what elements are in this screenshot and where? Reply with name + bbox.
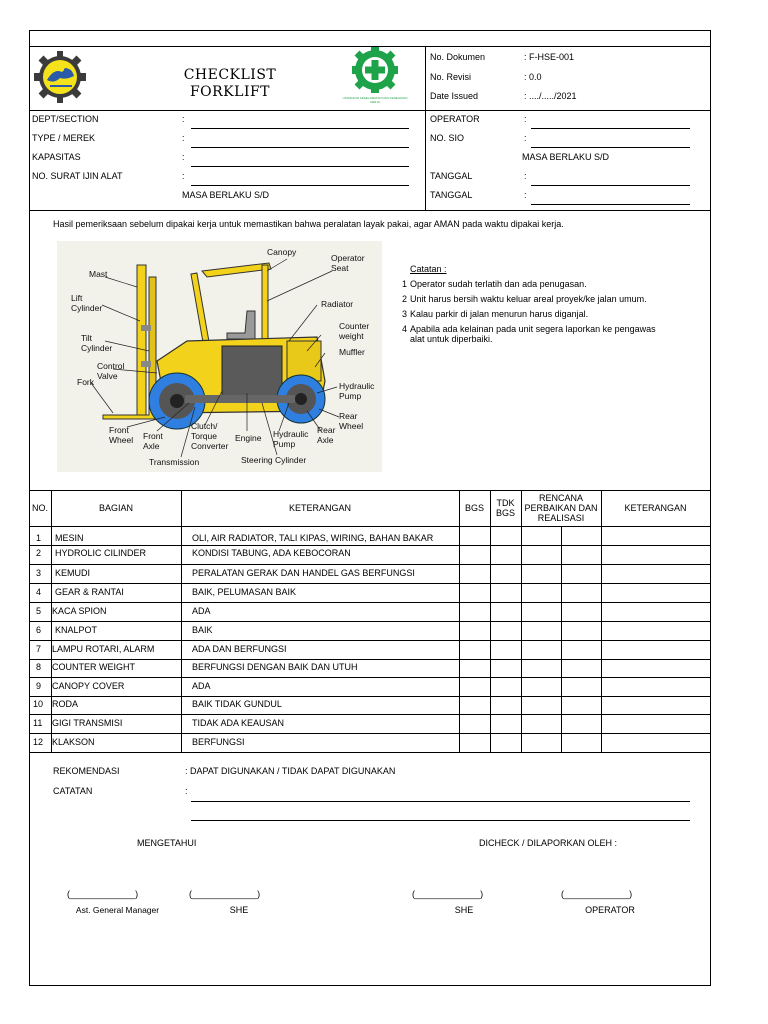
type-label: TYPE / MEREK	[32, 133, 96, 143]
revision-value: : 0.0	[524, 72, 542, 82]
label-radiator: Radiator	[321, 299, 354, 309]
row-bagian: HYDROLIC CILINDER	[55, 548, 147, 558]
col-header-keterangan: KETERANGAN	[288, 503, 351, 513]
sio-label: NO. SIO	[430, 133, 465, 143]
label-transmission: Transmission	[149, 457, 200, 467]
kapasitas-field[interactable]	[191, 166, 409, 167]
kapasitas-label: KAPASITAS	[32, 152, 81, 162]
label-rear-axle-2: Axle	[317, 435, 334, 445]
label-rear-wheel-1: Rear	[339, 411, 358, 421]
row-bagian: KNALPOT	[55, 625, 98, 635]
label-mast: Mast	[89, 269, 108, 279]
label-clutch-2: Torque	[191, 431, 217, 441]
label-hydraulic-pump2-2: Pump	[273, 439, 296, 449]
rekomendasi-label: REKOMENDASI	[53, 766, 120, 776]
operator-label: OPERATOR	[430, 114, 480, 124]
label-hydraulic-pump-2: Pump	[339, 391, 362, 401]
label-rear-axle-1: Rear	[317, 425, 336, 435]
row-no: 4	[36, 587, 42, 597]
signature-blank-she-2[interactable]: (_____________)	[412, 889, 484, 899]
note-text: Unit harus bersih waktu keluar areal proyek/ke jalan umum.	[410, 294, 647, 304]
label-operator-seat-1: Operator	[331, 253, 365, 263]
tanggal-label-1: TANGGAL	[430, 171, 473, 181]
row-no: 12	[33, 737, 44, 747]
row-no: 7	[36, 644, 42, 654]
row-bagian: KLAKSON	[52, 737, 95, 747]
col-header-tdk: TDK	[496, 498, 515, 508]
form-title	[150, 67, 310, 101]
signature-blank-operator[interactable]: (_____________)	[561, 889, 633, 899]
row-no: 2	[36, 548, 42, 558]
col-header-no: NO.	[31, 503, 48, 513]
colon: :	[524, 133, 527, 143]
dicheck-label: DICHECK / DILAPORKAN OLEH :	[479, 838, 618, 848]
row-keterangan: ADA	[192, 606, 211, 616]
label-lift-cylinder-1: Lift	[71, 293, 83, 303]
col-header-rencana-2: PERBAIKAN DAN	[524, 503, 598, 513]
label-fork: Fork	[77, 377, 94, 387]
row-no: 10	[33, 699, 44, 709]
forklift-diagram	[57, 241, 382, 472]
label-muffler: Muffler	[339, 347, 365, 357]
catatan-label: CATATAN	[53, 786, 93, 796]
revision-label: No. Revisi	[430, 72, 472, 82]
colon: :	[524, 190, 527, 200]
row-bagian: COUNTER WEIGHT	[52, 662, 135, 672]
col-header-rencana-1: RENCANA	[538, 493, 583, 503]
row-no: 11	[33, 718, 43, 728]
label-counter-2: weight	[339, 331, 364, 341]
label-tilt-2: Cylinder	[81, 343, 113, 353]
notes-title: Catatan :	[410, 264, 447, 274]
label-front-axle-1: Front	[143, 431, 163, 441]
note-text: Operator sudah terlatih dan ada penugasan.	[410, 279, 587, 289]
dept-section-label: DEPT/SECTION	[32, 114, 99, 124]
label-control-1: Control	[97, 361, 125, 371]
surat-field[interactable]	[191, 185, 409, 186]
dept-field[interactable]	[191, 128, 409, 129]
row-no: 1	[36, 533, 42, 543]
colon: :	[182, 114, 185, 124]
rekomendasi-value[interactable]: : DAPAT DIGUNAKAN / TIDAK DAPAT DIGUNAKAN	[185, 766, 396, 776]
label-clutch-3: Converter	[191, 441, 229, 451]
tanggal-label-2: TANGGAL	[430, 190, 473, 200]
row-keterangan: KONDISI TABUNG, ADA KEBOCORAN	[192, 548, 351, 558]
col-header-rencana	[521, 493, 601, 523]
intro-text: Hasil pemeriksaan sebelum dipakai kerja untuk memastikan bahwa peralatan layak pakai, agar AMAN pada waktu dipakai kerja.	[53, 219, 564, 229]
row-no: 8	[36, 662, 42, 672]
label-rear-wheel-2: Wheel	[339, 421, 364, 431]
note-text-continued: alat untuk diperbaiki.	[410, 334, 493, 344]
signature-role-she-2: SHE	[454, 905, 474, 915]
masa-berlaku-left-label: MASA BERLAKU S/D	[182, 190, 270, 200]
mengetahui-label: MENGETAHUI	[137, 838, 197, 848]
signature-blank-she-1[interactable]: (_____________)	[189, 889, 261, 899]
masa-berlaku-right-label: MASA BERLAKU S/D	[522, 152, 610, 162]
row-keterangan: ADA	[192, 681, 211, 691]
tanggal-field-2[interactable]	[531, 204, 690, 205]
label-steering-cylinder: Steering Cylinder	[241, 455, 307, 465]
doc-number-label: No. Dokumen	[430, 52, 486, 62]
note-number: 3	[402, 309, 408, 319]
safety-logo-caption: UTAMAKAN KESELAMATAN DAN KESEHATAN KERJA	[342, 96, 408, 104]
note-number: 2	[402, 294, 408, 304]
row-keterangan: TIDAK ADA KEAUSAN	[192, 718, 285, 728]
row-keterangan: BAIK	[192, 625, 213, 635]
date-issued-value: : ..../...../2021	[524, 91, 577, 101]
row-bagian: GIGI TRANSMISI	[52, 718, 123, 728]
row-keterangan: OLI, AIR RADIATOR, TALI KIPAS, WIRING, BAHAN BAKAR	[192, 533, 434, 543]
label-engine: Engine	[235, 433, 262, 443]
signature-role-operator: OPERATOR	[585, 905, 635, 915]
signature-role-she-1: SHE	[229, 905, 249, 915]
note-number: 4	[402, 324, 408, 334]
tanggal-field-1[interactable]	[531, 185, 690, 186]
surat-ijin-label: NO. SURAT IJIN ALAT	[32, 171, 123, 181]
catatan-field-2[interactable]	[191, 820, 690, 821]
col-header-bgs: BGS	[464, 503, 484, 513]
col-header-tdk-bgs	[490, 498, 521, 518]
row-keterangan: BAIK, PELUMASAN BAIK	[192, 587, 297, 597]
label-canopy: Canopy	[267, 247, 297, 257]
row-no: 3	[36, 568, 42, 578]
row-no: 6	[36, 625, 42, 635]
row-bagian: KACA SPION	[52, 606, 107, 616]
safety-logo	[342, 46, 408, 106]
col-header-bagian: BAGIAN	[98, 503, 133, 513]
label-counter-1: Counter	[339, 321, 370, 331]
label-front-wheel-1: Front	[109, 425, 129, 435]
signature-blank-gm[interactable]: (_____________)	[67, 889, 139, 899]
label-tilt-1: Tilt	[81, 333, 93, 343]
colon: :	[182, 152, 185, 162]
label-hydraulic-pump2-1: Hydraulic	[273, 429, 309, 439]
row-no: 5	[36, 606, 42, 616]
col-header-keterangan-2: KETERANGAN	[624, 503, 687, 513]
row-bagian: LAMPU ROTARI, ALARM	[52, 644, 155, 654]
catatan-field-1[interactable]	[191, 801, 690, 802]
doc-number-value: : F-HSE-001	[524, 52, 575, 62]
col-header-tdk-2: BGS	[495, 508, 515, 518]
label-front-wheel-2: Wheel	[109, 435, 134, 445]
label-clutch-1: Clutch/	[191, 421, 218, 431]
label-hydraulic-pump-1: Hydraulic	[339, 381, 375, 391]
label-lift-cylinder-2: Cylinder	[71, 303, 103, 313]
note-text: Kalau parkir di jalan menurun harus diganjal.	[410, 309, 589, 319]
label-operator-seat-2: Seat	[331, 263, 349, 273]
col-header-rencana-3: REALISASI	[537, 513, 585, 523]
title-line-2: FORKLIFT	[189, 84, 271, 100]
company-logo	[32, 50, 88, 104]
row-keterangan: BERFUNGSI DENGAN BAIK DAN UTUH	[192, 662, 358, 672]
colon: :	[524, 171, 527, 181]
row-no: 9	[36, 681, 42, 691]
colon: :	[524, 114, 527, 124]
note-text: Apabila ada kelainan pada unit segera laporkan ke pengawas	[410, 324, 656, 334]
row-keterangan: PERALATAN GERAK DAN HANDEL GAS BERFUNGSI	[192, 568, 415, 578]
label-control-2: Valve	[97, 371, 118, 381]
colon: :	[185, 786, 188, 796]
title-line-1: CHECKLIST	[183, 67, 277, 83]
row-keterangan: BAIK TIDAK GUNDUL	[192, 699, 282, 709]
label-front-axle-2: Axle	[143, 441, 160, 451]
date-issued-label: Date Issued	[430, 91, 479, 101]
signature-role-gm: Ast. General Manager	[75, 905, 160, 915]
note-number: 1	[402, 279, 408, 289]
colon: :	[182, 171, 185, 181]
row-keterangan: BERFUNGSI	[192, 737, 245, 747]
row-bagian: MESIN	[55, 533, 84, 543]
sio-field[interactable]	[531, 147, 690, 148]
type-field[interactable]	[191, 147, 409, 148]
operator-field[interactable]	[531, 128, 690, 129]
row-bagian: GEAR & RANTAI	[55, 587, 124, 597]
colon: :	[182, 133, 185, 143]
row-keterangan: ADA DAN BERFUNGSI	[192, 644, 287, 654]
row-bagian: KEMUDI	[55, 568, 91, 578]
row-bagian: CANOPY COVER	[52, 681, 125, 691]
row-bagian: RODA	[52, 699, 79, 709]
